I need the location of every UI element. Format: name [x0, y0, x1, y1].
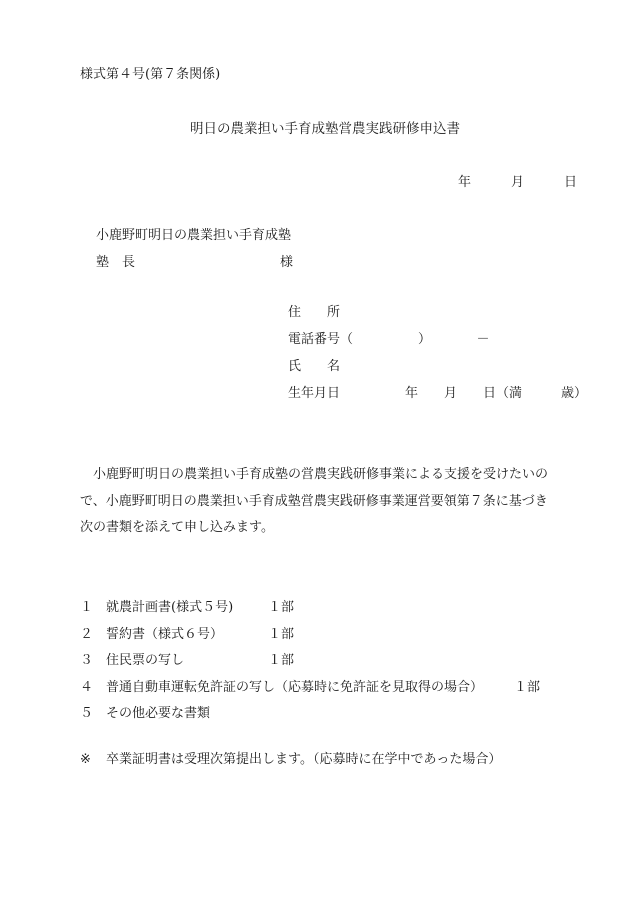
list-item-number: ２ [80, 626, 94, 642]
date-line [458, 176, 577, 189]
list-item [80, 649, 540, 676]
date-year: 年 [458, 175, 472, 190]
list-item-count: １部 [514, 679, 541, 695]
statement-line-2: で、小鹿野町明日の農業担い手育成塾営農実践研修事業運営要領第７条に基づき [80, 493, 548, 509]
list-item-count: １部 [268, 653, 295, 668]
applicant-birth-label: 生年月日 年 月 日（満 歳） [288, 386, 588, 401]
list-item-count: １部 [268, 626, 295, 642]
statement-line-1: 小鹿野町明日の農業担い手育成塾の営農実践研修事業による支援を受けたいの [80, 467, 549, 482]
date-day: 日 [564, 175, 578, 190]
footnote [80, 753, 501, 766]
list-item-number: １ [80, 600, 94, 615]
document-title: 明日の農業担い手育成塾営農実践研修申込書 [190, 121, 460, 137]
applicant-address-label: 住 所 [288, 305, 341, 320]
form-number: 様式第４号(第７条関係) [80, 67, 221, 82]
list-item-number: ３ [80, 653, 94, 668]
list-item [80, 702, 540, 729]
list-item-count: １部 [268, 600, 295, 615]
list-item-name: 就農計画書(様式５号) [106, 600, 234, 615]
addressee-role: 塾 長 [96, 255, 136, 270]
attached-documents-list [80, 596, 540, 729]
list-item-number: ４ [80, 679, 94, 695]
list-item-number: ５ [80, 706, 94, 721]
list-item-name: 普通自動車運転免許証の写し（応募時に免許証を見取得の場合） [106, 679, 484, 695]
addressee-organization: 小鹿野町明日の農業担い手育成塾 [96, 228, 292, 243]
applicant-name-label: 氏 名 [288, 359, 341, 374]
application-statement [80, 462, 560, 542]
footnote-mark: ※ [80, 752, 91, 767]
footnote-text: 卒業証明書は受理次第提出します。（応募時に在学中であった場合） [106, 752, 502, 767]
applicant-phone-label: 電話番号（ ） － [288, 332, 490, 347]
list-item [80, 596, 540, 623]
date-month: 月 [511, 175, 525, 190]
list-item-name: その他必要な書類 [106, 706, 211, 721]
addressee-honorific: 様 [280, 255, 294, 270]
list-item-name: 住民票の写し [106, 653, 185, 668]
list-item-name: 誓約書（様式６号） [106, 626, 224, 642]
list-item [80, 676, 540, 703]
statement-line-3: 次の書類を添えて申し込みます。 [80, 520, 274, 535]
list-item [80, 623, 540, 650]
